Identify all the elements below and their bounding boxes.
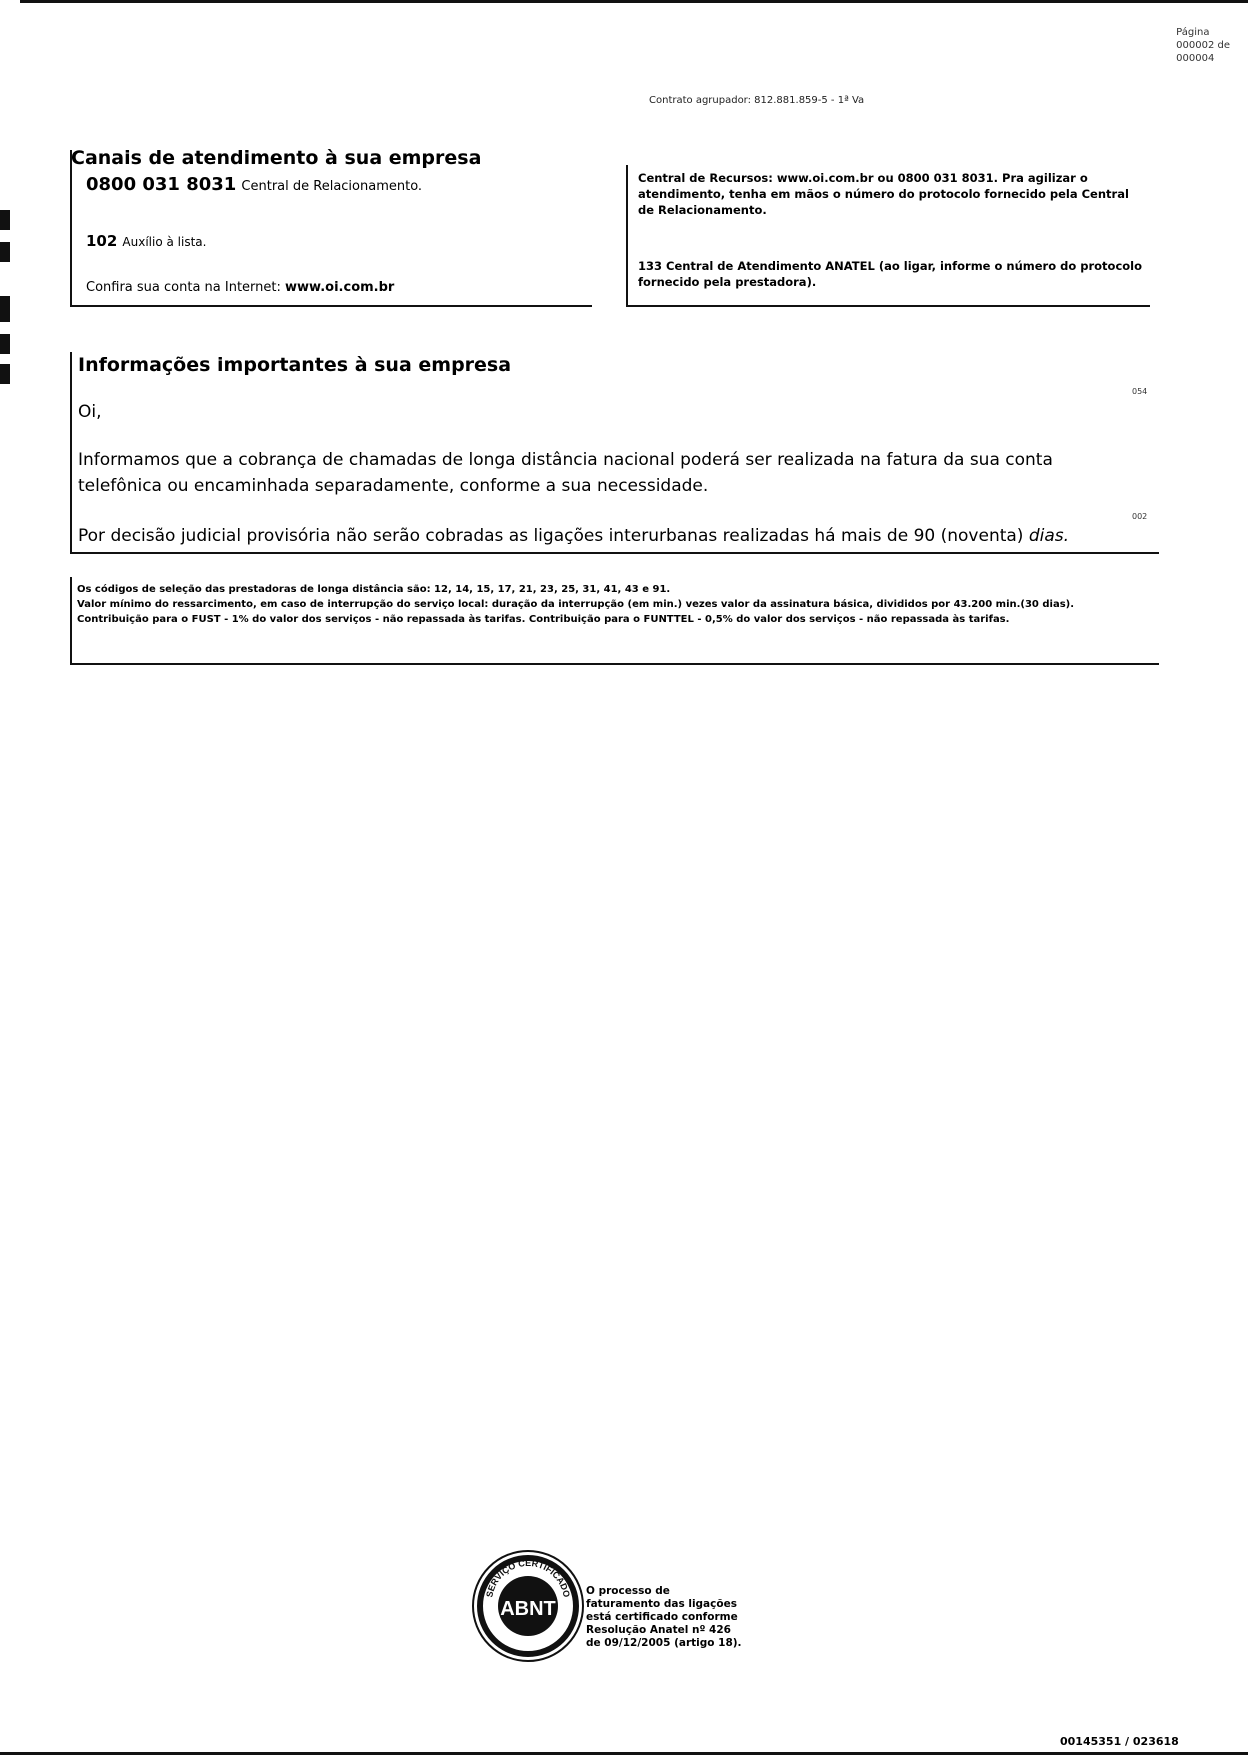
resources-center-text: Central de Recursos: www.oi.com.br ou 0800 031 8031. Pra agilizar o atendimento, tenha em mãos o número do protocolo fornecido pela Central de Relacionamento. (638, 171, 1129, 217)
scan-registration-mark (0, 334, 10, 354)
internet-prefix: Confira sua conta na Internet: (86, 280, 281, 295)
seal-abnt-text: ABNT (500, 1598, 556, 1620)
info-paragraph-main: Por decisão judicial provisória não serão cobradas as ligações interurbanas realizadas há mais de 90 (noventa) (78, 526, 1024, 546)
greeting: Oi, (78, 402, 102, 422)
page-current: 000002 de (1176, 40, 1230, 51)
footnote-item: Contribuição para o FUST - 1% do valor dos serviços - não repassada às tarifas. Contribuição para o FUNTTEL - 0,5% do valor dos serviços - não repassada às tarifas. (77, 614, 1010, 625)
footnotes (77, 583, 1155, 628)
message-code: 054 (1132, 387, 1148, 396)
scan-registration-mark (0, 364, 10, 384)
top-edge-rule (20, 0, 1248, 3)
document-id: 00145351 / 023618 (1060, 1735, 1179, 1748)
scan-registration-mark (0, 242, 10, 262)
directory-line (86, 231, 206, 250)
footnote-item: Os códigos de seleção das prestadoras de longa distância são: 12, 14, 15, 17, 21, 23, 25, 31, 41, 43 e 91. (77, 584, 671, 595)
phone-description: Central de Relacionamento. (241, 179, 423, 194)
info-title: Informações importantes à sua empresa (78, 354, 512, 376)
anatel-text: 133 Central de Atendimento ANATEL (ao ligar, informe o número do protocolo fornecido pela prestadora). (638, 259, 1143, 289)
channels-title: Canais de atendimento à sua empresa (71, 147, 482, 169)
page-label: Página (1176, 27, 1210, 38)
directory-description: Auxílio à lista. (122, 235, 207, 249)
contract-number: Contrato agrupador: 812.881.859-5 - 1ª Va (649, 95, 865, 106)
internet-line (86, 280, 394, 295)
certification-text: O processo de faturamento das ligações está certificado conforme Resolução Anatel nº 426 de 09/12/2005 (artigo 18). (586, 1585, 742, 1649)
scan-registration-mark (0, 210, 10, 230)
bottom-edge-rule (0, 1752, 1248, 1755)
info-paragraph-end: dias. (1028, 526, 1070, 546)
info-paragraph (78, 526, 1069, 546)
page-total: 000004 (1176, 53, 1215, 64)
phone-line (86, 174, 422, 195)
directory-number: 102 (86, 232, 118, 250)
seal-ring-text: SERVIÇO CERTIFICADO (484, 1557, 572, 1599)
footnote-item: Valor mínimo do ressarcimento, em caso de interrupção do serviço local: duração da interrupção (em min.) vezes valor da assinatura básica, divididos por 43.200 min.(30 dias). (77, 599, 1075, 610)
internet-link[interactable]: www.oi.com.br (285, 280, 395, 295)
phone-number: 0800 031 8031 (86, 174, 237, 195)
page-indicator (1176, 26, 1230, 65)
scan-registration-mark (0, 296, 10, 322)
info-paragraph: Informamos que a cobrança de chamadas de longa distância nacional poderá ser realizada na fatura da sua conta telefônica ou encaminhada separadamente, conforme a sua necessidade. (78, 450, 1053, 496)
message-code: 002 (1132, 512, 1148, 521)
abnt-seal-icon (470, 1544, 586, 1664)
